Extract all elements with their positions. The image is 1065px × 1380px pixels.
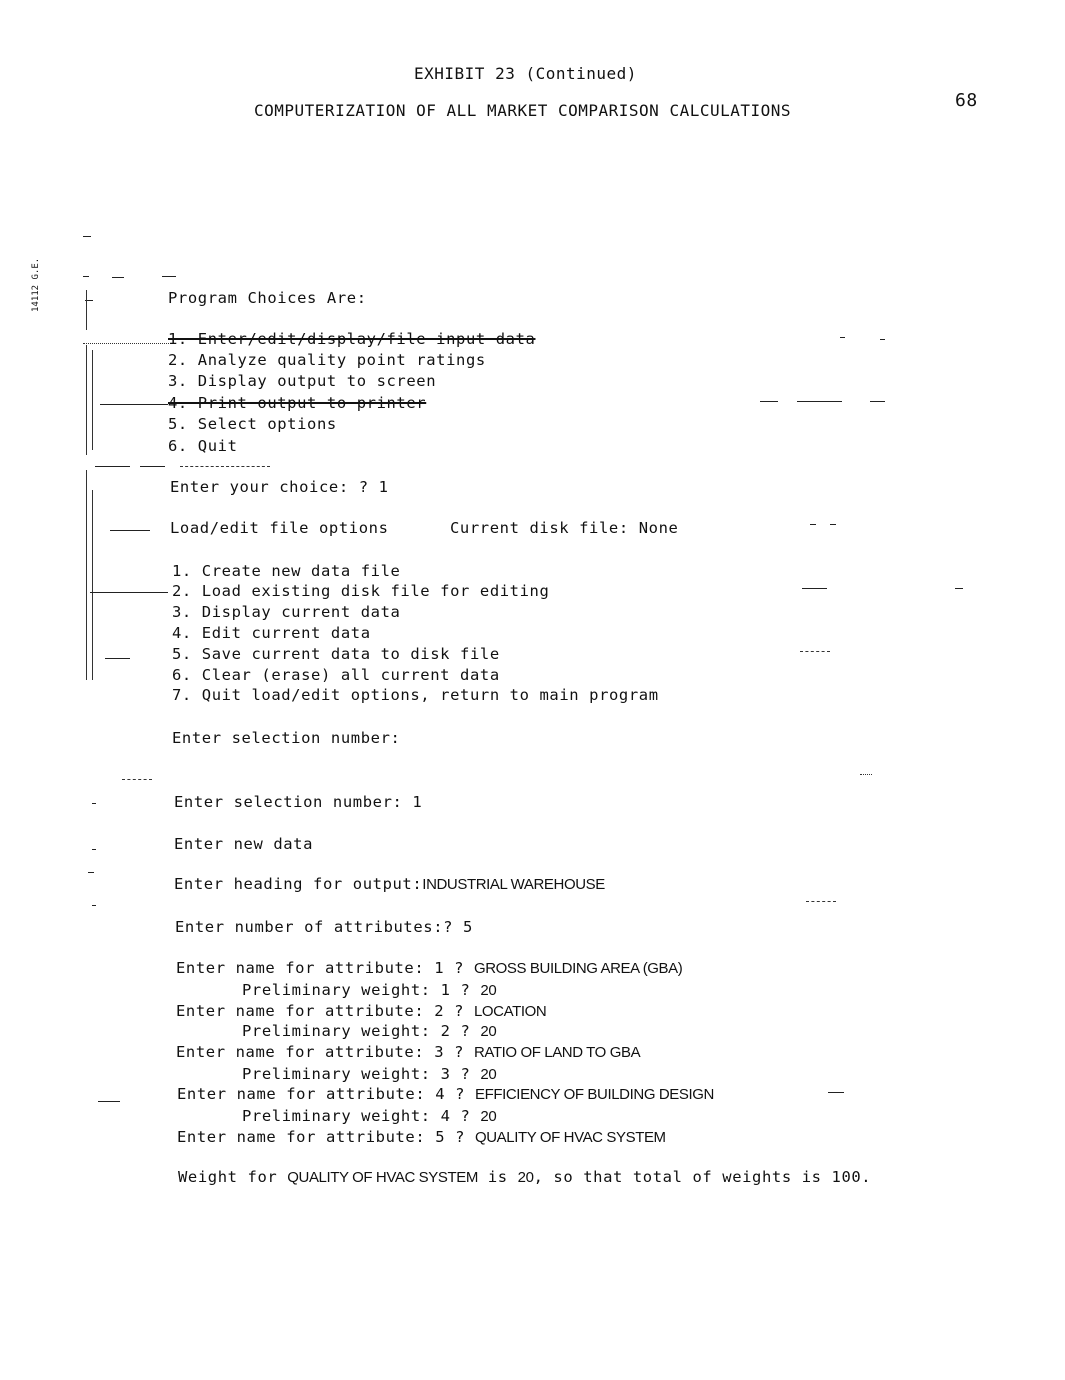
- weight-line-2: [242, 1022, 496, 1041]
- main-menu-item-4: 4. Print output to printer: [168, 394, 427, 412]
- attribute-name: GROSS BUILDING AREA (GBA): [473, 960, 683, 977]
- weight-value: 20: [480, 982, 497, 999]
- main-menu-item-2: 2. Analyze quality point ratings: [168, 351, 486, 369]
- page-number: 68: [955, 90, 978, 111]
- attribute-prompt: Enter name for attribute: 1 ?: [176, 959, 474, 977]
- weight-prompt: Preliminary weight: 1 ?: [242, 981, 481, 999]
- attribute-line-1: [176, 959, 682, 978]
- weight-line-1: [242, 981, 496, 1000]
- attribute-prompt: Enter name for attribute: 3 ?: [176, 1043, 474, 1061]
- attribute-line-5: [177, 1128, 666, 1147]
- summary-value: 20: [517, 1169, 534, 1186]
- margin-note: 14112 G.E.: [31, 257, 41, 312]
- main-menu-heading: Program Choices Are:: [168, 289, 367, 307]
- weight-value: 20: [480, 1066, 497, 1083]
- main-menu-item-5: 5. Select options: [168, 415, 337, 433]
- page-title: COMPUTERIZATION OF ALL MARKET COMPARISON CALCULATIONS: [254, 101, 792, 120]
- attribute-count-prompt: Enter number of attributes:? 5: [175, 918, 473, 936]
- load-menu-item-5: 5. Save current data to disk file: [172, 645, 500, 663]
- heading-line: [174, 875, 605, 894]
- attribute-name: EFFICIENCY OF BUILDING DESIGN: [474, 1086, 714, 1103]
- attribute-line-3: [176, 1043, 640, 1062]
- attribute-name: RATIO OF LAND TO GBA: [473, 1044, 641, 1061]
- weight-value: 20: [480, 1108, 497, 1125]
- main-menu-prompt: Enter your choice: ? 1: [170, 478, 389, 496]
- weight-prompt: Preliminary weight: 3 ?: [242, 1065, 481, 1083]
- heading-value: INDUSTRIAL WAREHOUSE: [422, 876, 605, 893]
- weight-line-4: [242, 1107, 496, 1126]
- attribute-line-2: [176, 1002, 546, 1021]
- load-menu-item-2: 2. Load existing disk file for editing: [172, 582, 550, 600]
- load-menu-item-4: 4. Edit current data: [172, 624, 371, 642]
- main-menu-item-6: 6. Quit: [168, 437, 238, 455]
- new-data-line: Enter new data: [174, 835, 314, 853]
- load-menu-item-6: 6. Clear (erase) all current data: [172, 666, 500, 684]
- selection-prompt: Enter selection number: 1: [174, 793, 423, 811]
- attribute-prompt: Enter name for attribute: 4 ?: [177, 1085, 475, 1103]
- weight-summary: [178, 1168, 871, 1187]
- attribute-prompt: Enter name for attribute: 2 ?: [176, 1002, 474, 1020]
- weight-value: 20: [480, 1023, 497, 1040]
- summary-suffix: , so that total of weights is 100.: [533, 1168, 872, 1186]
- main-menu-item-3: 3. Display output to screen: [168, 372, 437, 390]
- load-menu-prompt: Enter selection number:: [172, 729, 401, 747]
- weight-prompt: Preliminary weight: 4 ?: [242, 1107, 481, 1125]
- weight-line-3: [242, 1065, 496, 1084]
- load-menu-item-3: 3. Display current data: [172, 603, 401, 621]
- load-menu-item-1: 1. Create new data file: [172, 562, 401, 580]
- main-menu-item-1: 1. Enter/edit/display/file input data: [168, 330, 536, 348]
- attribute-name: LOCATION: [473, 1003, 547, 1020]
- heading-prompt: Enter heading for output:: [174, 875, 423, 893]
- exhibit-label: EXHIBIT 23 (Continued): [414, 64, 637, 83]
- load-menu-heading: Load/edit file options: [170, 519, 389, 537]
- summary-mid: is: [477, 1168, 518, 1186]
- current-disk-file: Current disk file: None: [450, 519, 679, 537]
- attribute-prompt: Enter name for attribute: 5 ?: [177, 1128, 475, 1146]
- weight-prompt: Preliminary weight: 2 ?: [242, 1022, 481, 1040]
- load-menu-item-7: 7. Quit load/edit options, return to main program: [172, 686, 659, 704]
- summary-name: QUALITY OF HVAC SYSTEM: [287, 1169, 478, 1186]
- attribute-line-4: [177, 1085, 714, 1104]
- attribute-name: QUALITY OF HVAC SYSTEM: [474, 1129, 666, 1146]
- summary-prefix: Weight for: [178, 1168, 288, 1186]
